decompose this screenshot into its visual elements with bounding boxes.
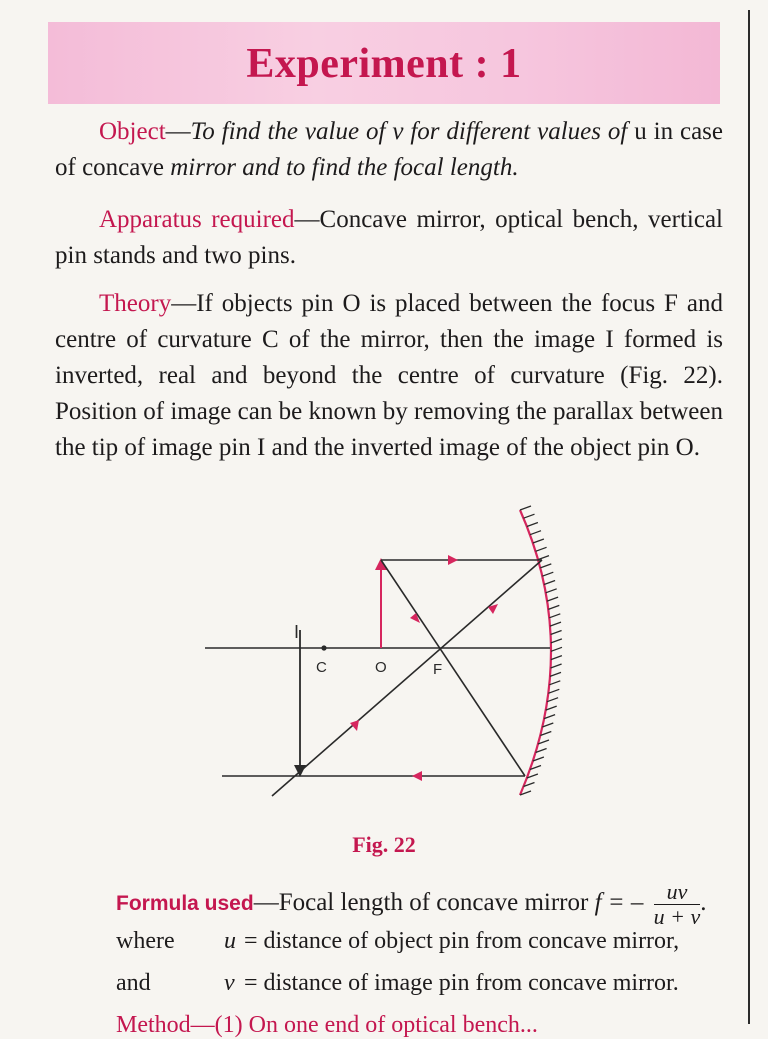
hatch-mark [544, 581, 555, 585]
hatch-mark [527, 523, 538, 527]
hatch-mark [540, 564, 551, 568]
apparatus-paragraph [55, 202, 723, 274]
hatch-mark [538, 556, 549, 560]
hatch-mark [524, 514, 535, 518]
object-paragraph: Object—To find the value of v for different values of u in case of concave mirror and to find the focal length. [55, 118, 723, 181]
hatch-mark [550, 672, 561, 676]
definition-v: and v = distance of image pin from concave mirror. [116, 970, 679, 996]
hatch-mark [547, 597, 558, 601]
hatch-mark [542, 572, 553, 576]
ray-through-focus-in [381, 560, 525, 776]
formula-text: —Focal length of concave mirror [253, 889, 595, 917]
apparatus-heading: Apparatus required [99, 206, 295, 233]
ray-reflected-through-focus [272, 560, 542, 796]
hatch-mark [549, 614, 560, 618]
formula-lhs: f = – [594, 889, 644, 917]
label-C: C [316, 659, 327, 676]
concave-mirror [520, 510, 551, 795]
centre-point [321, 645, 326, 650]
figure-caption: Fig. 22 [352, 832, 416, 857]
definition-u: where u = distance of object pin from concave mirror, [116, 928, 680, 954]
formula-numerator: uv [654, 880, 701, 905]
hatch-mark [550, 622, 561, 626]
ray-arrow [412, 771, 422, 781]
mirror-hatching [520, 506, 562, 795]
formula-line: Formula used—Focal length of concave mirror f = – $\frac{uv}{u + v}$ . [116, 879, 707, 929]
label-O: O [375, 659, 387, 676]
ray-diagram-svg [190, 470, 610, 830]
page-title: Experiment : 1 [246, 41, 522, 87]
ray-arrow [448, 555, 458, 565]
hatch-mark [551, 647, 562, 651]
formula-fraction [654, 880, 701, 929]
theory-text: —If objects pin O is placed between the focus F and centre of curvature C of the mirror, then the image I formed is inverted, real and beyond the centre of curvature (Fig. 22). Position of image can be known by removing the parallax between the tip of image pin I and the inverted image of the object pin O. [55, 290, 723, 461]
theory-heading: Theory [99, 290, 172, 317]
hatch-mark [551, 656, 562, 660]
hatch-mark [551, 631, 562, 635]
formula-heading: Formula used [116, 892, 254, 916]
hatch-mark [530, 531, 541, 535]
hatch-mark [548, 689, 559, 693]
hatch-mark [551, 664, 562, 668]
hatch-mark [520, 506, 531, 510]
hatch-mark [536, 547, 547, 551]
hatch-mark [548, 605, 559, 609]
label-I: I [294, 622, 300, 642]
theory-paragraph [55, 286, 723, 466]
ray-arrow [350, 720, 359, 731]
formula-denominator: u + v [653, 904, 701, 929]
label-F: F [433, 661, 443, 678]
object-heading: Object [99, 118, 166, 145]
hatch-mark [549, 681, 560, 685]
apparatus-text: —Concave mirror, optical bench, vertical pin stands and two pins. [55, 206, 723, 269]
hatch-mark [533, 539, 544, 543]
hatch-mark [546, 589, 557, 593]
title-banner [48, 22, 720, 104]
ray-diagram [190, 470, 610, 830]
page-edge [748, 10, 750, 1024]
ray-arrow [410, 613, 420, 623]
hatch-mark [551, 639, 562, 643]
cut-off-line: Method—(1) On one end of optical bench... [116, 1012, 538, 1038]
